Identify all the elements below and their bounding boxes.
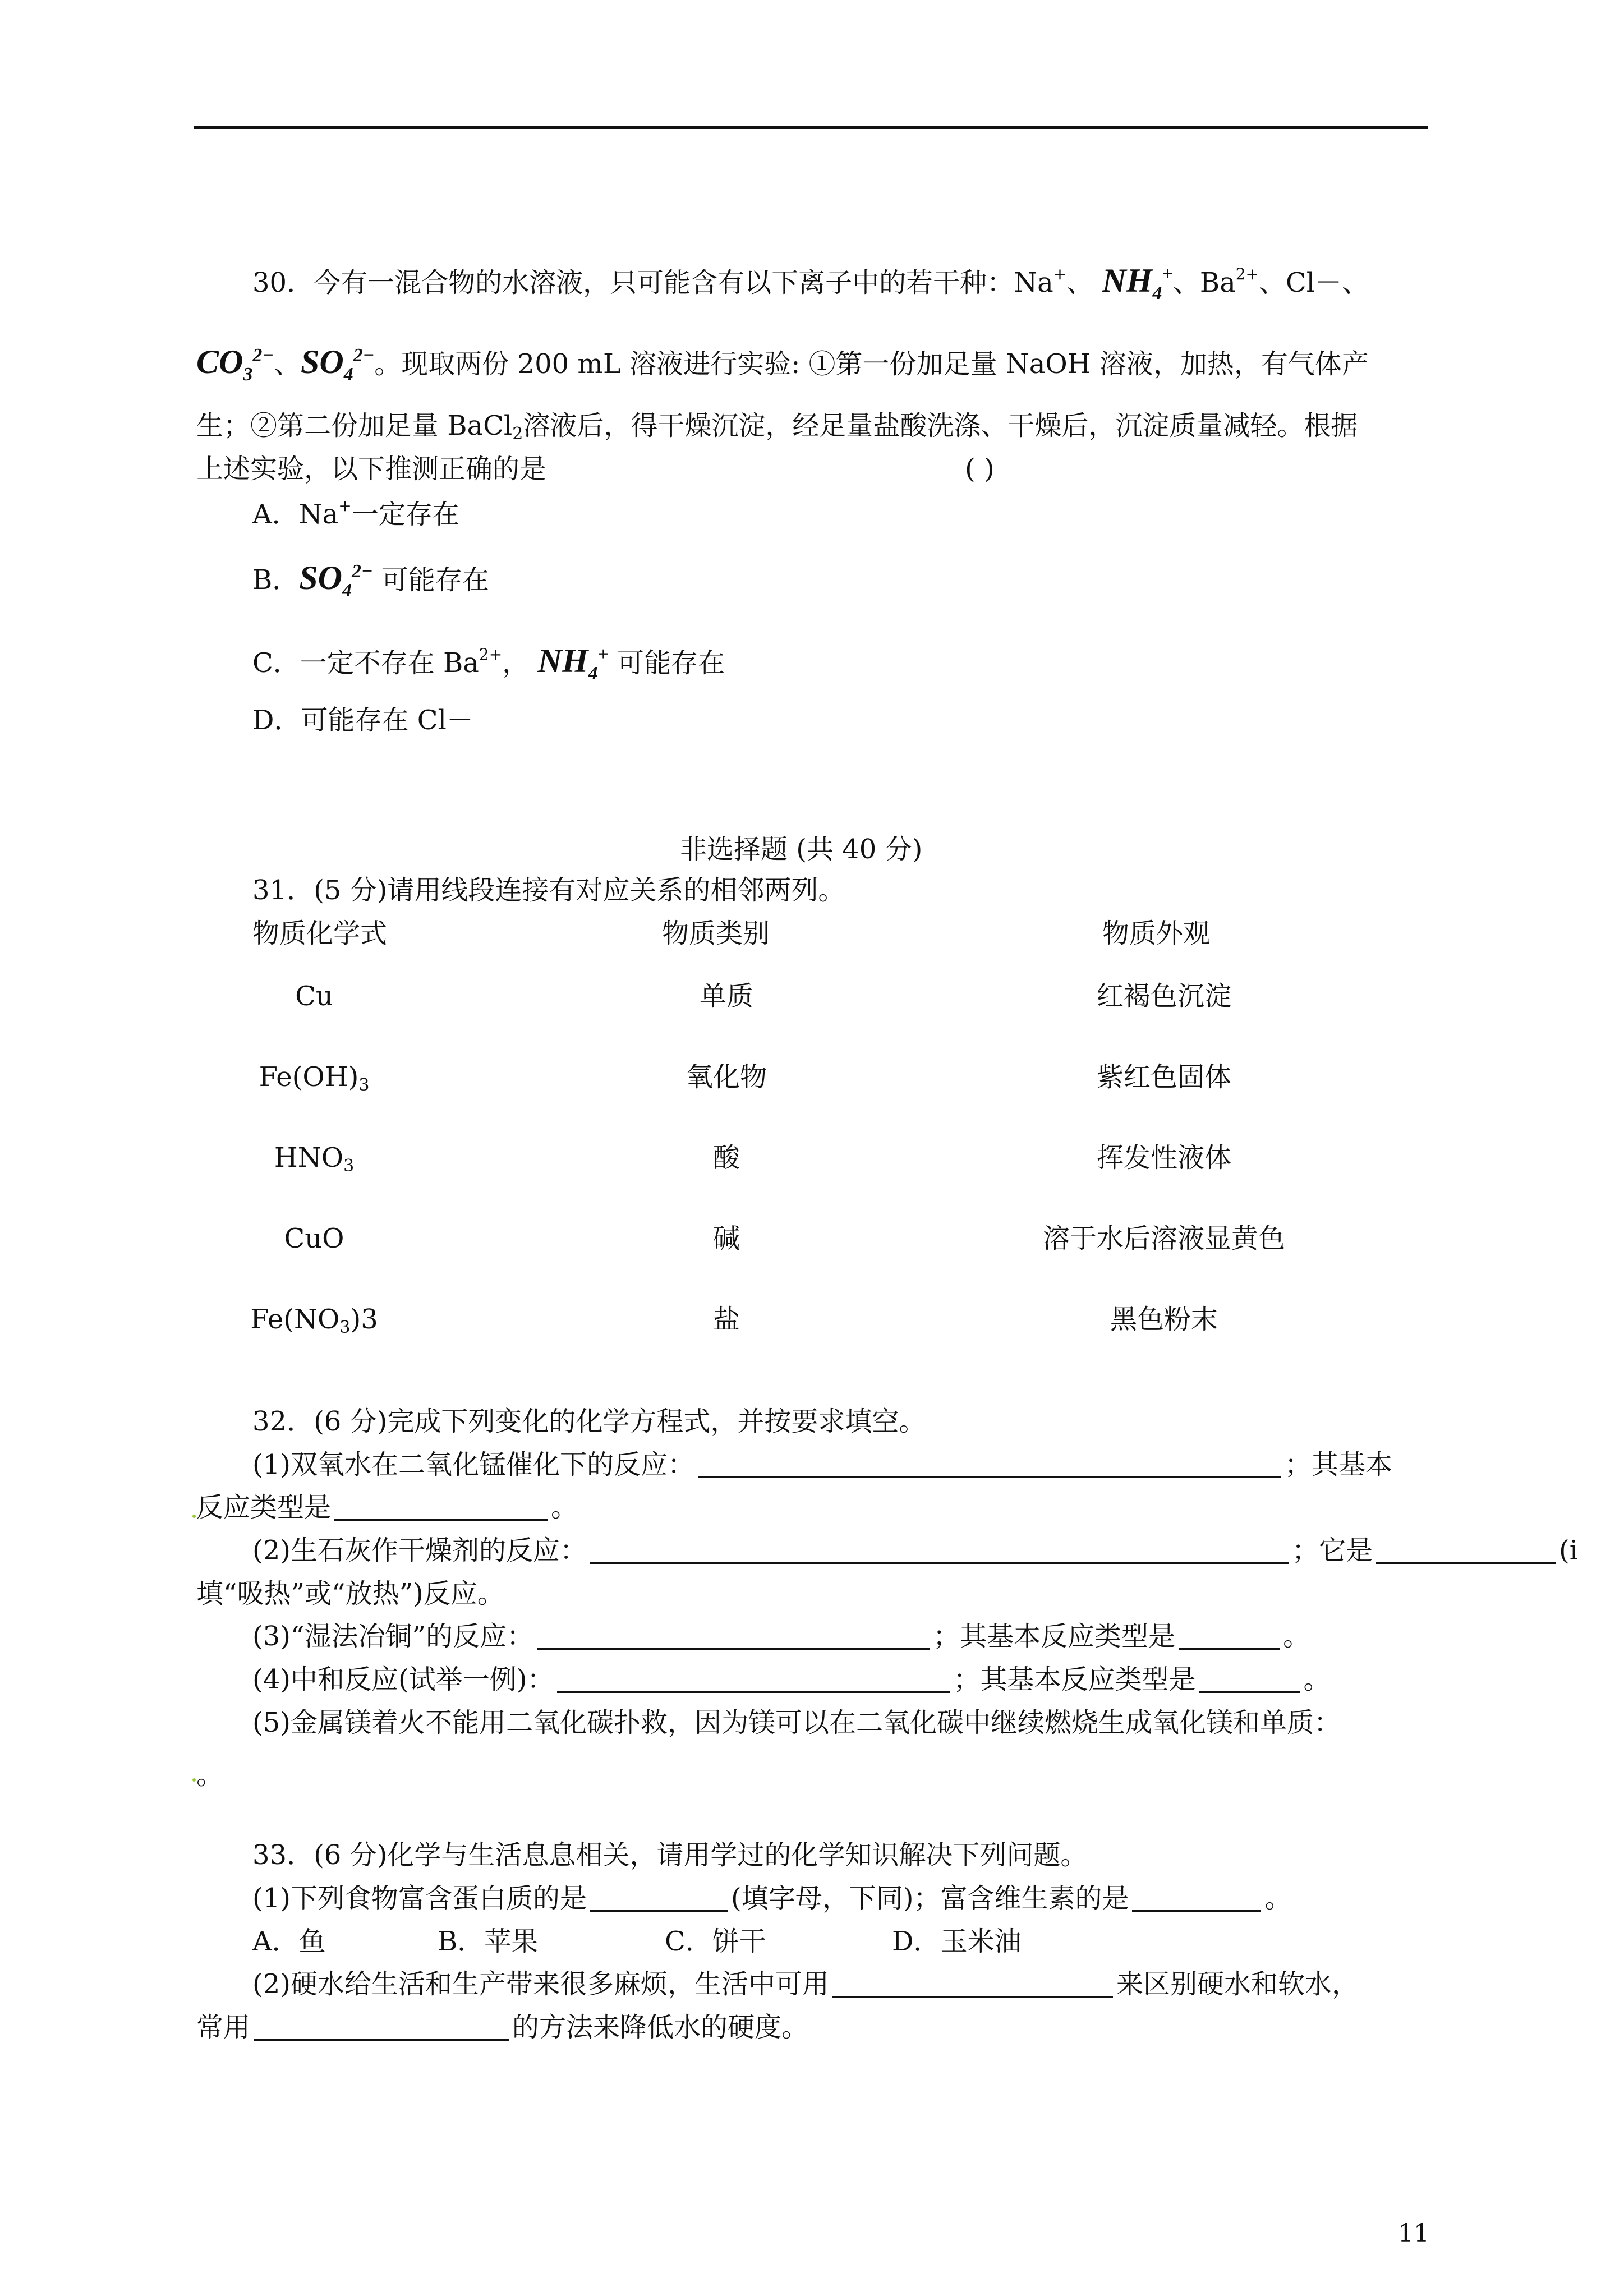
q32-part1-cont: 反应类型是 。	[196, 1492, 578, 1523]
header-formula: 物质化学式	[252, 918, 388, 949]
q32-part1: (1)双氧水在二氧化锰催化下的反应： ；其基本	[252, 1449, 1393, 1480]
category-acid: 酸	[712, 1142, 740, 1174]
answer-blank[interactable]	[832, 1973, 1113, 1998]
q32-part3: (3)“湿法冶铜”的反应： ；其基本反应类型是 。	[252, 1621, 1310, 1652]
header-appearance: 物质外观	[1102, 918, 1211, 949]
option-b: B．$SO_4^{2-}$ 可能存在	[252, 559, 489, 601]
answer-blank[interactable]	[254, 2017, 509, 2041]
answer-blank[interactable]	[1132, 1888, 1261, 1912]
answer-blank[interactable]	[698, 1454, 1281, 1478]
header-category: 物质类别	[662, 918, 770, 949]
q32-intro: 32．(6 分)完成下列变化的化学方程式，并按要求填空。	[252, 1406, 926, 1437]
header-rule	[194, 126, 1428, 129]
formula-fe-no3-3: $Fe(NO_3)3$	[250, 1304, 378, 1337]
q32-part4: (4)中和反应(试举一例)： ；其基本反应类型是 。	[252, 1664, 1331, 1695]
q32-part2: (2)生石灰作干燥剂的反应： ；它是 (i	[252, 1535, 1579, 1566]
answer-blank[interactable]	[557, 1669, 950, 1693]
option-c: C．一定不存在 $Ba^{2+}$， $NH_4^+$ 可能存在	[252, 642, 725, 684]
q30-line2: $CO_3^{2-}$、$SO_4^{2-}$。现取两份 200 mL 溶液进行实验: ①第一份加足量 NaOH 溶液，加热，有气体产	[196, 343, 1369, 385]
answer-paren: ( )	[965, 453, 995, 485]
category-salt: 盐	[712, 1304, 740, 1335]
nh4-formula: $NH_4^+$	[537, 642, 609, 684]
q33-option-a: A．鱼	[252, 1926, 326, 1957]
formula-cu: Cu	[295, 981, 333, 1012]
q33-intro: 33．(6 分)化学与生活息息相关，请用学过的化学知识解决下列问题。	[252, 1839, 1088, 1871]
nh4-formula: $NH_4^+$	[1102, 262, 1173, 303]
answer-blank[interactable]	[1376, 1540, 1556, 1564]
category-oxide: 氧化物	[686, 1061, 767, 1093]
stray-mark	[192, 1515, 196, 1518]
q33-option-d: D．玉米油	[892, 1926, 1022, 1957]
answer-blank[interactable]	[590, 1540, 1289, 1564]
q32-part5-end: 。	[196, 1759, 224, 1791]
q33-option-b: B．苹果	[438, 1926, 539, 1957]
q32-part2-cont: 填“吸热”或“放热”)反应。	[196, 1578, 504, 1609]
appearance-3: 挥发性液体	[1096, 1142, 1231, 1174]
q33-part1: (1)下列食物富含蛋白质的是 (填字母，下同)；富含维生素的是 。	[252, 1883, 1292, 1914]
option-d: D．可能存在 Cl－	[252, 705, 473, 736]
q33-part2: (2)硬水给生活和生产带来很多麻烦，生活中可用 来区别硬水和软水，	[252, 1968, 1359, 2000]
q32-part5: (5)金属镁着火不能用二氧化碳扑救，因为镁可以在二氧化碳中继续燃烧生成氧化镁和单质：	[252, 1707, 1341, 1738]
co3-formula: $CO_3^{2-}$	[196, 343, 274, 385]
formula-fe-oh3: $Fe(OH)_3$	[259, 1061, 370, 1095]
q30-line1: 30．今有一混合物的水溶液，只可能含有以下离子中的若干种：Na+、 $NH_4^+$、$Ba^{2+}$、Cl－、	[252, 262, 1369, 303]
answer-blank[interactable]	[1179, 1626, 1280, 1650]
q30-line4: 上述实验，以下推测正确的是	[196, 453, 547, 485]
appearance-4: 溶于水后溶液显黄色	[1042, 1223, 1285, 1254]
section-title: 非选择题 (共 40 分)	[680, 834, 923, 865]
answer-blank[interactable]	[1199, 1669, 1300, 1693]
answer-blank[interactable]	[537, 1626, 930, 1650]
category-element: 单质	[699, 981, 753, 1012]
category-base: 碱	[712, 1223, 740, 1254]
q33-part2-cont: 常用 的方法来降低水的硬度。	[196, 2012, 809, 2043]
stray-mark	[192, 1778, 196, 1782]
formula-cuo: CuO	[284, 1223, 344, 1254]
page-number: 11	[1398, 2219, 1429, 2248]
formula-hno3: $HNO_3$	[274, 1142, 355, 1176]
answer-blank[interactable]	[590, 1888, 728, 1912]
appearance-5: 黑色粉末	[1110, 1304, 1218, 1335]
so4-formula: $SO_4^{2-}$	[299, 559, 373, 601]
option-a: A．Na+一定存在	[252, 496, 459, 530]
answer-blank[interactable]	[334, 1497, 548, 1521]
q31-intro: 31．(5 分)请用线段连接有对应关系的相邻两列。	[252, 875, 845, 906]
q33-option-c: C．饼干	[665, 1926, 766, 1957]
appearance-2: 紫红色固体	[1096, 1061, 1231, 1093]
so4-formula: $SO_4^{2-}$	[300, 343, 375, 385]
appearance-1: 红褐色沉淀	[1096, 981, 1231, 1012]
q30-line3: 生；②第二份加足量 BaCl$_2$溶液后，得干燥沉淀，经足量盐酸洗涤、干燥后，沉淀质量减轻。根据	[196, 410, 1358, 444]
